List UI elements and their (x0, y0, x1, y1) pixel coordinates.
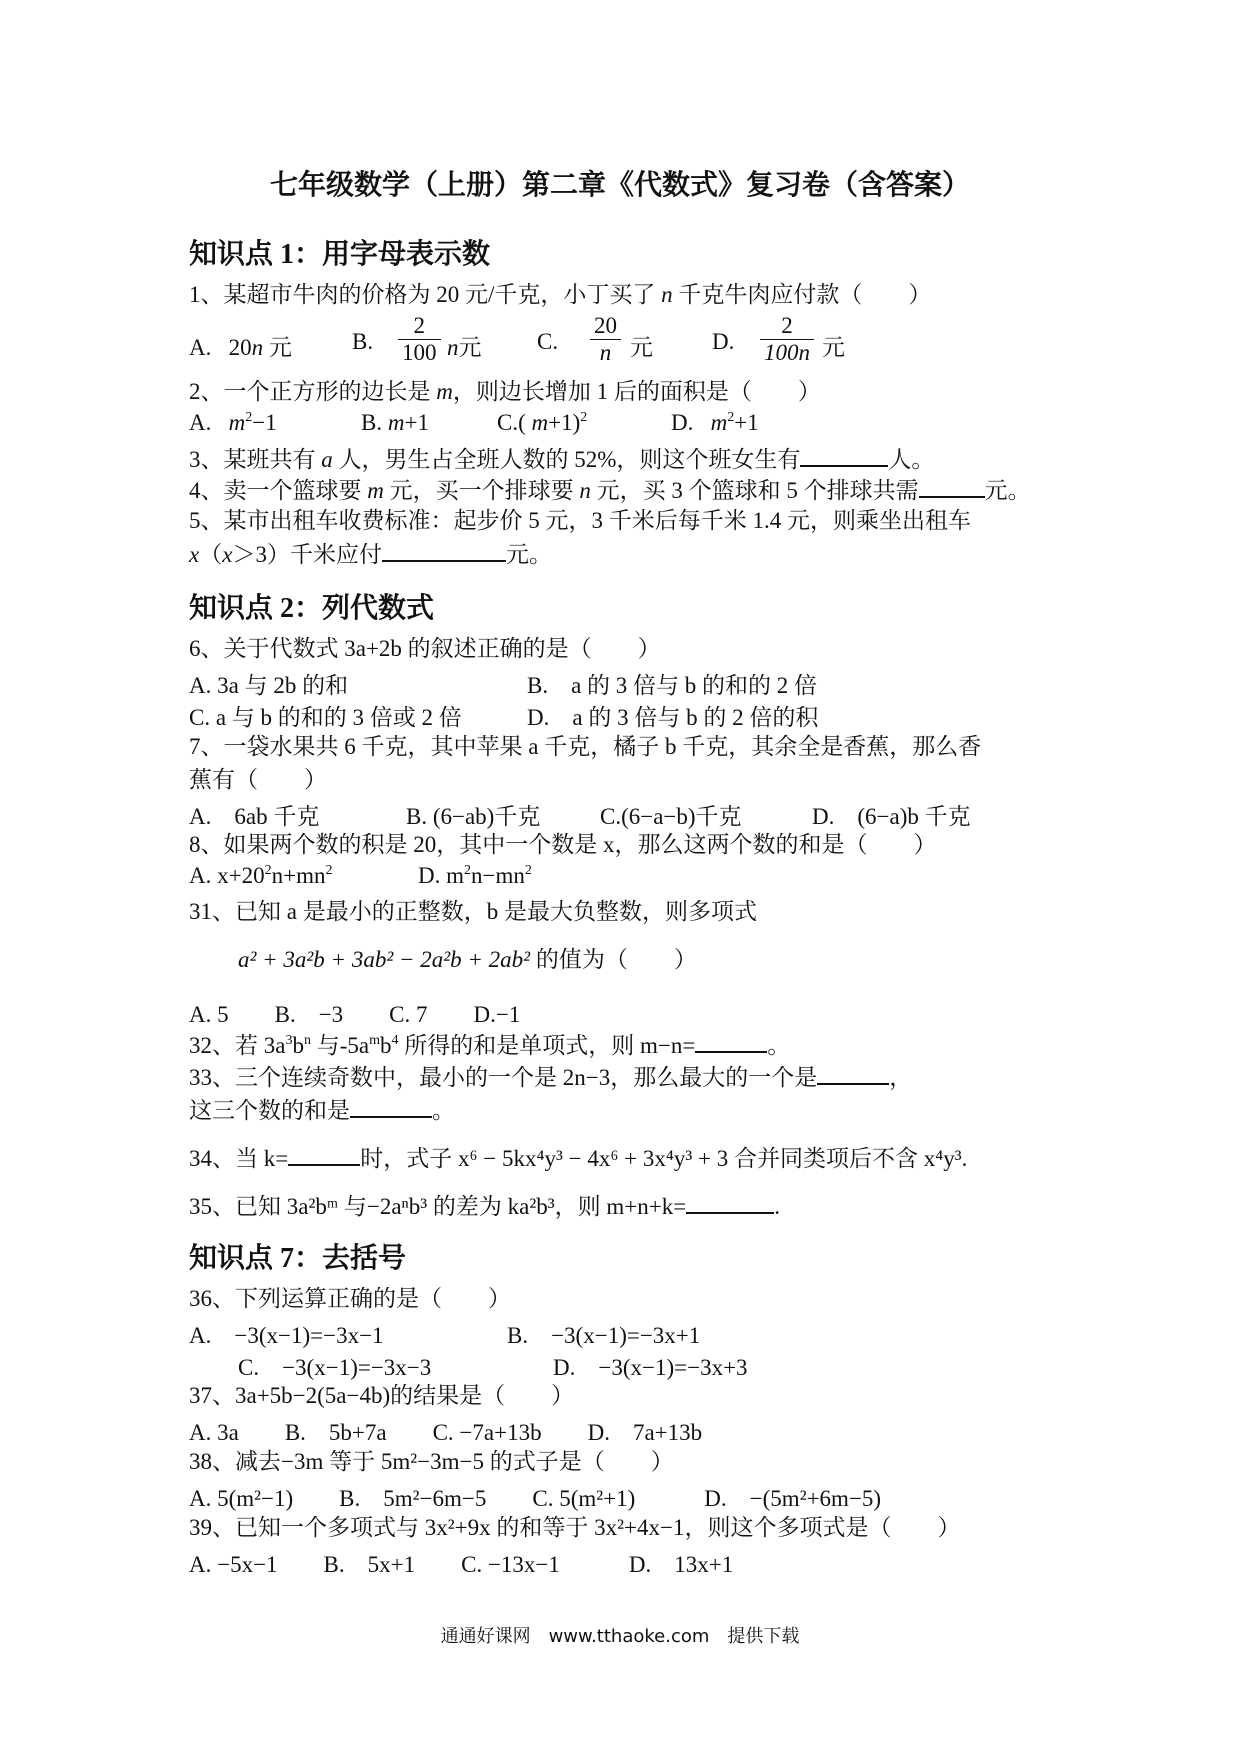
question-37-stem: 37、3a+5b−2(5a−4b)的结果是（ ） (189, 1383, 575, 1408)
q1-option-d-label: D. (712, 329, 735, 354)
q7-option-c: C.(6−a−b)千克 (600, 804, 742, 829)
q2-option-b: B. m+1 (361, 410, 429, 435)
answer-blank[interactable] (695, 1029, 767, 1053)
question-31-expression: a² + 3a²b + 3ab² − 2a²b + 2ab² 的值为（ ） (238, 947, 697, 972)
question-34: 34、当 k= 时，式子 x⁶ − 5kx⁴y³ − 4x⁶ + 3x⁴y³ + 3 合并同类项后不含 x⁴y³. (189, 1142, 967, 1174)
answer-blank[interactable] (817, 1061, 889, 1085)
answer-blank[interactable] (288, 1142, 360, 1166)
question-33-line1: 33、三个连续奇数中，最小的一个是 2n−3，那么最大的一个是 ， (189, 1061, 912, 1093)
answer-blank[interactable] (350, 1094, 432, 1118)
question-38-stem: 38、减去−3m 等于 5m²−3m−5 的式子是（ ） (189, 1449, 674, 1474)
q39-options: A. −5x−1 B. 5x+1 C. −13x−1 D. 13x+1 (189, 1552, 734, 1577)
section-heading-2: 知识点 2：列代数式 (189, 593, 435, 624)
q31-options: A. 5 B. −3 C. 7 D.−1 (189, 1002, 521, 1027)
q8-option-a: A. $x+20^2n+mn^2$ (189, 863, 333, 888)
q1-option-b-label: B. (352, 329, 374, 354)
q2-option-a: A. $m^2-1$ (189, 410, 277, 435)
q8-option-d: D. $m^2n-mn^2$ (418, 863, 532, 888)
answer-blank[interactable] (686, 1190, 774, 1214)
q1-option-c-label: C. (537, 329, 559, 354)
answer-blank[interactable] (919, 474, 985, 498)
q1-option-c-unit: 元 (630, 335, 653, 360)
q2-option-c: C.( m+1)$^2$ (497, 410, 588, 435)
q6-option-c: C. a 与 b 的和的 3 倍或 2 倍 (189, 705, 462, 730)
q1-option-b-fraction: $\frac{2}{100}$ (398, 313, 441, 366)
question-7-line2: 蕉有（ ） (189, 767, 327, 792)
page-footer: 通通好课网 www.tthaoke.com 提供下载 (440, 1626, 800, 1647)
question-32: 32、若 $3a^3b^n$ 与$-5a^mb^4$ 所得的和是单项式，则 m−n= 。 (189, 1029, 790, 1061)
question-2-stem: 2、一个正方形的边长是 m，则边长增加 1 后的面积是（ ） (189, 379, 821, 404)
q6-option-d: D. a 的 3 倍与 b 的 2 倍的积 (527, 705, 819, 730)
q7-option-d: D. (6−a)b 千克 (812, 804, 971, 829)
question-4: 4、卖一个篮球要 m 元，买一个排球要 n 元，买 3 个篮球和 5 个排球共需 元。 (189, 474, 1031, 506)
q36-option-a: A. −3(x−1)=−3x−1 (189, 1323, 384, 1348)
q1-option-a: A. 20n 元 (189, 335, 292, 360)
q6-option-b: B. a 的 3 倍与 b 的和的 2 倍 (527, 673, 818, 698)
question-36-stem: 36、下列运算正确的是（ ） (189, 1286, 511, 1311)
q1-option-d-unit: 元 (822, 335, 845, 360)
question-8-stem: 8、如果两个数的积是 20，其中一个数是 x，那么这两个数的和是（ ） (189, 832, 937, 857)
question-35: 35、已知 3a²bᵐ 与−2aⁿb³ 的差为 ka²b³，则 m+n+k= . (189, 1190, 780, 1222)
q37-options: A. 3a B. 5b+7a C. −7a+13b D. 7a+13b (189, 1420, 703, 1445)
question-33-line2: 这三个数的和是 。 (189, 1094, 455, 1126)
q6-option-a: A. 3a 与 2b 的和 (189, 673, 349, 698)
question-3: 3、某班共有 a 人，男生占全班人数的 52%，则这个班女生有 人。 (189, 443, 934, 475)
q1-option-c-fraction: $\frac{20}{n}$ (590, 313, 621, 366)
question-39-stem: 39、已知一个多项式与 3x²+9x 的和等于 3x²+4x−1，则这个多项式是（ ） (189, 1515, 961, 1540)
section-heading-1: 知识点 1：用字母表示数 (189, 239, 491, 270)
q2-option-d: D. $m^2+1$ (671, 410, 759, 435)
q7-option-b: B. (6−ab)千克 (406, 804, 541, 829)
question-31-line1: 31、已知 a 是最小的正整数，b 是最大负整数，则多项式 (189, 899, 757, 924)
q1-option-b-unit: n元 (447, 335, 482, 360)
question-7-line1: 7、一袋水果共 6 千克，其中苹果 a 千克，橘子 b 千克，其余全是香蕉，那么香 (189, 734, 982, 759)
q36-option-d: D. −3(x−1)=−3x+3 (553, 1355, 748, 1380)
section-heading-7: 知识点 7：去括号 (189, 1243, 407, 1274)
answer-blank[interactable] (382, 538, 506, 562)
q1-option-d-fraction: $\frac{2}{100n}$ (760, 313, 814, 366)
q38-options: A. 5(m²−1) B. 5m²−6m−5 C. 5(m²+1) D. −(5m²+6m−5) (189, 1486, 882, 1511)
question-5-line2: x（x＞3）千米应付 元。 (189, 538, 552, 570)
question-1-stem: 1、某超市牛肉的价格为 20 元/千克，小丁买了 n 千克牛肉应付款（ ） (189, 282, 932, 307)
page-title: 七年级数学（上册）第二章《代数式》复习卷（含答案） (269, 170, 970, 201)
question-5-line1: 5、某市出租车收费标准：起步价 5 元，3 千米后每千米 1.4 元，则乘坐出租车 (189, 508, 971, 533)
q7-option-a: A. 6ab 千克 (189, 804, 320, 829)
answer-blank[interactable] (800, 443, 888, 467)
q36-option-b: B. −3(x−1)=−3x+1 (507, 1323, 701, 1348)
q36-option-c: C. −3(x−1)=−3x−3 (238, 1355, 432, 1380)
question-6-stem: 6、关于代数式 3a+2b 的叙述正确的是（ ） (189, 636, 661, 661)
